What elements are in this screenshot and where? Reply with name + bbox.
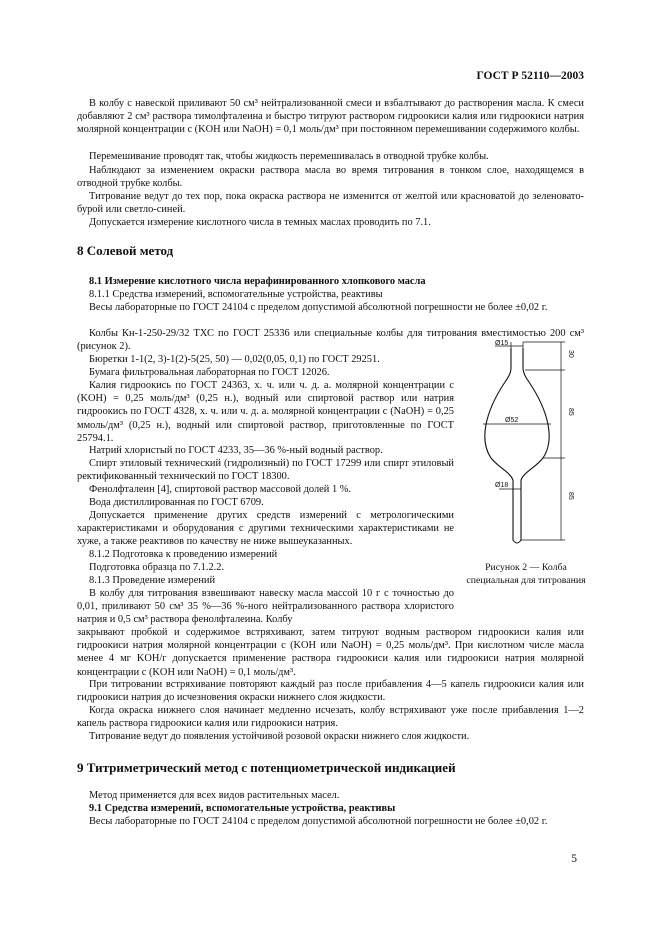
paragraph: Вода дистиллированная по ГОСТ 6709. — [89, 497, 264, 508]
paragraph: Перемешивание проводят так, чтобы жидкость перемешивалась в отводной трубке колбы. — [89, 151, 489, 162]
paragraph: Натрий хлористый по ГОСТ 4233, 35—36 %-ный водный раствор. — [89, 445, 383, 456]
dim-label: Ø52 — [505, 417, 519, 424]
paragraph: В колбу с навеской приливают 50 см³ нейтрализованной смеси и взбалтывают до растворения масла. К смеси добавляют 2 см³ раствора тимолфталеина и быстро титруют раствором гидроокиси калия или гидроокиси натрия молярной концентрации c (KOH или NaOH) = 0,1 моль/дм³ при постоянном перемешивании содержимого колбы. — [77, 98, 584, 136]
paragraph: Метод применяется для всех видов растительных масел. — [89, 790, 340, 801]
page-number: 5 — [571, 853, 577, 865]
dim-label: 30 — [567, 350, 574, 358]
subsection-heading-8-1: 8.1 Измерение кислотного числа нерафинированного хлопкового масла — [89, 276, 426, 287]
paragraph: Титрование ведут до появления устойчивой розовой окраски нижнего слоя жидкости. — [89, 731, 470, 742]
paragraph: Весы лабораторные по ГОСТ 24104 с пределом допустимой абсолютной погрешности не более ±0,02 г. — [89, 302, 548, 313]
paragraph: Спирт этиловый технический (гидролизный) по ГОСТ 17299 или спирт этиловый ректификованный технический по ГОСТ 18300. — [77, 458, 454, 483]
paragraph: 8.1.2 Подготовка к проведению измерений — [89, 549, 278, 560]
section-heading-8: 8 Солевой метод — [77, 243, 174, 258]
dim-label: Ø15 — [495, 340, 509, 347]
paragraph: При титровании встряхивание повторяют каждый раз после прибавления 4—5 капель гидроокиси калия или гидроокиси натрия до исчезновения окраски нижнего слоя жидкости. — [77, 679, 584, 704]
paragraph: Допускается измерение кислотного числа в темных маслах проводить по 7.1. — [89, 217, 431, 228]
paragraph: Подготовка образца по 7.1.2.2. — [89, 562, 225, 573]
paragraph: В колбу для титрования взвешивают навеску масла массой 10 г с точностью до 0,01, приливают 50 см³ 35 %—36 %-ного нейтрализованного раствора хлористого натрия и 0,5 см³ раствора фенолфталеина. Колбу — [77, 588, 454, 626]
paragraph: Бумага фильтровальная лабораторная по ГОСТ 12026. — [89, 367, 330, 378]
paragraph: Фенолфталеин [4], спиртовой раствор массовой долей 1 %. — [89, 484, 351, 495]
document-header: ГОСТ Р 52110—2003 — [476, 70, 584, 82]
dim-label: 85 — [567, 492, 574, 500]
paragraph: 8.1.3 Проведение измерений — [89, 575, 216, 586]
paragraph: Калия гидроокись по ГОСТ 24363, х. ч. или ч. д. а. молярной концентрации c (KOH) = 0,25 моль/дм³ (0,25 н.), водный или спиртовой раствор или натрия гидроокись по ГОСТ 4328, х. ч. или ч. д. а. молярной концентрации c (NaOH) = 0,25 ммоль/дм³ (0,25 н.), водный или спиртовой раствор, приготовленные по ГОСТ 25794.1. — [77, 380, 454, 444]
paragraph: Допускается применение других средств измерений с метрологическими характеристиками и оборудования с другими техническими характеристиками не хуже, а также реактивов по качеству не ниже вышеуказанных. — [77, 510, 454, 548]
paragraph: Титрование ведут до тех пор, пока окраска раствора не изменится от желтой или красноватой до зеленовато-бурой или светло-синей. — [77, 191, 584, 216]
paragraph: Наблюдают за изменением окраски раствора масла во время титрования в тонком слое, находящемся в отводной трубке колбы. — [77, 165, 584, 190]
paragraph: Бюретки 1-1(2, 3)-1(2)-5(25, 50) — 0,02(0,05, 0,1) по ГОСТ 29251. — [89, 354, 380, 365]
flask-figure — [465, 340, 585, 555]
figure-caption: Рисунок 2 — Колба специальная для титрования — [466, 562, 586, 586]
dim-label: 85 — [567, 408, 574, 416]
subsection-heading-9-1: 9.1 Средства измерений, вспомогательные устройства, реактивы — [89, 803, 396, 814]
paragraph: Когда окраска нижнего слоя начинает медленно исчезать, колбу встряхивают уже после прибавления 1—2 капель раствора гидроокиси калия или гидроокиси натрия. — [77, 705, 584, 730]
dim-label: Ø18 — [495, 482, 509, 489]
paragraph: 8.1.1 Средства измерений, вспомогательные устройства, реактивы — [89, 289, 383, 300]
paragraph: Весы лабораторные по ГОСТ 24104 с пределом допустимой абсолютной погрешности не более ±0,02 г. — [89, 816, 548, 827]
section-heading-9: 9 Титриметрический метод с потенциометрической индикацией — [77, 760, 456, 775]
paragraph: Колбы Кн-1-250-29/32 ТХС по ГОСТ 25336 или специальные колбы для титрования вместимостью 200 см³ (рисунок 2). — [77, 328, 584, 353]
paragraph: закрывают пробкой и содержимое встряхивают, затем титруют водным раствором гидроокиси калия или гидроокиси натрия молярной концентрации c (KOH или NaOH) = 0,25 моль/дм³. При кислотном числе масла менее 4 мг KOH/г допускается применение раствора гидроокиси калия или гидроокиси натрия молярной концентрации c (KOH или NaOH) = 0,1 моль/дм³. — [77, 627, 584, 678]
